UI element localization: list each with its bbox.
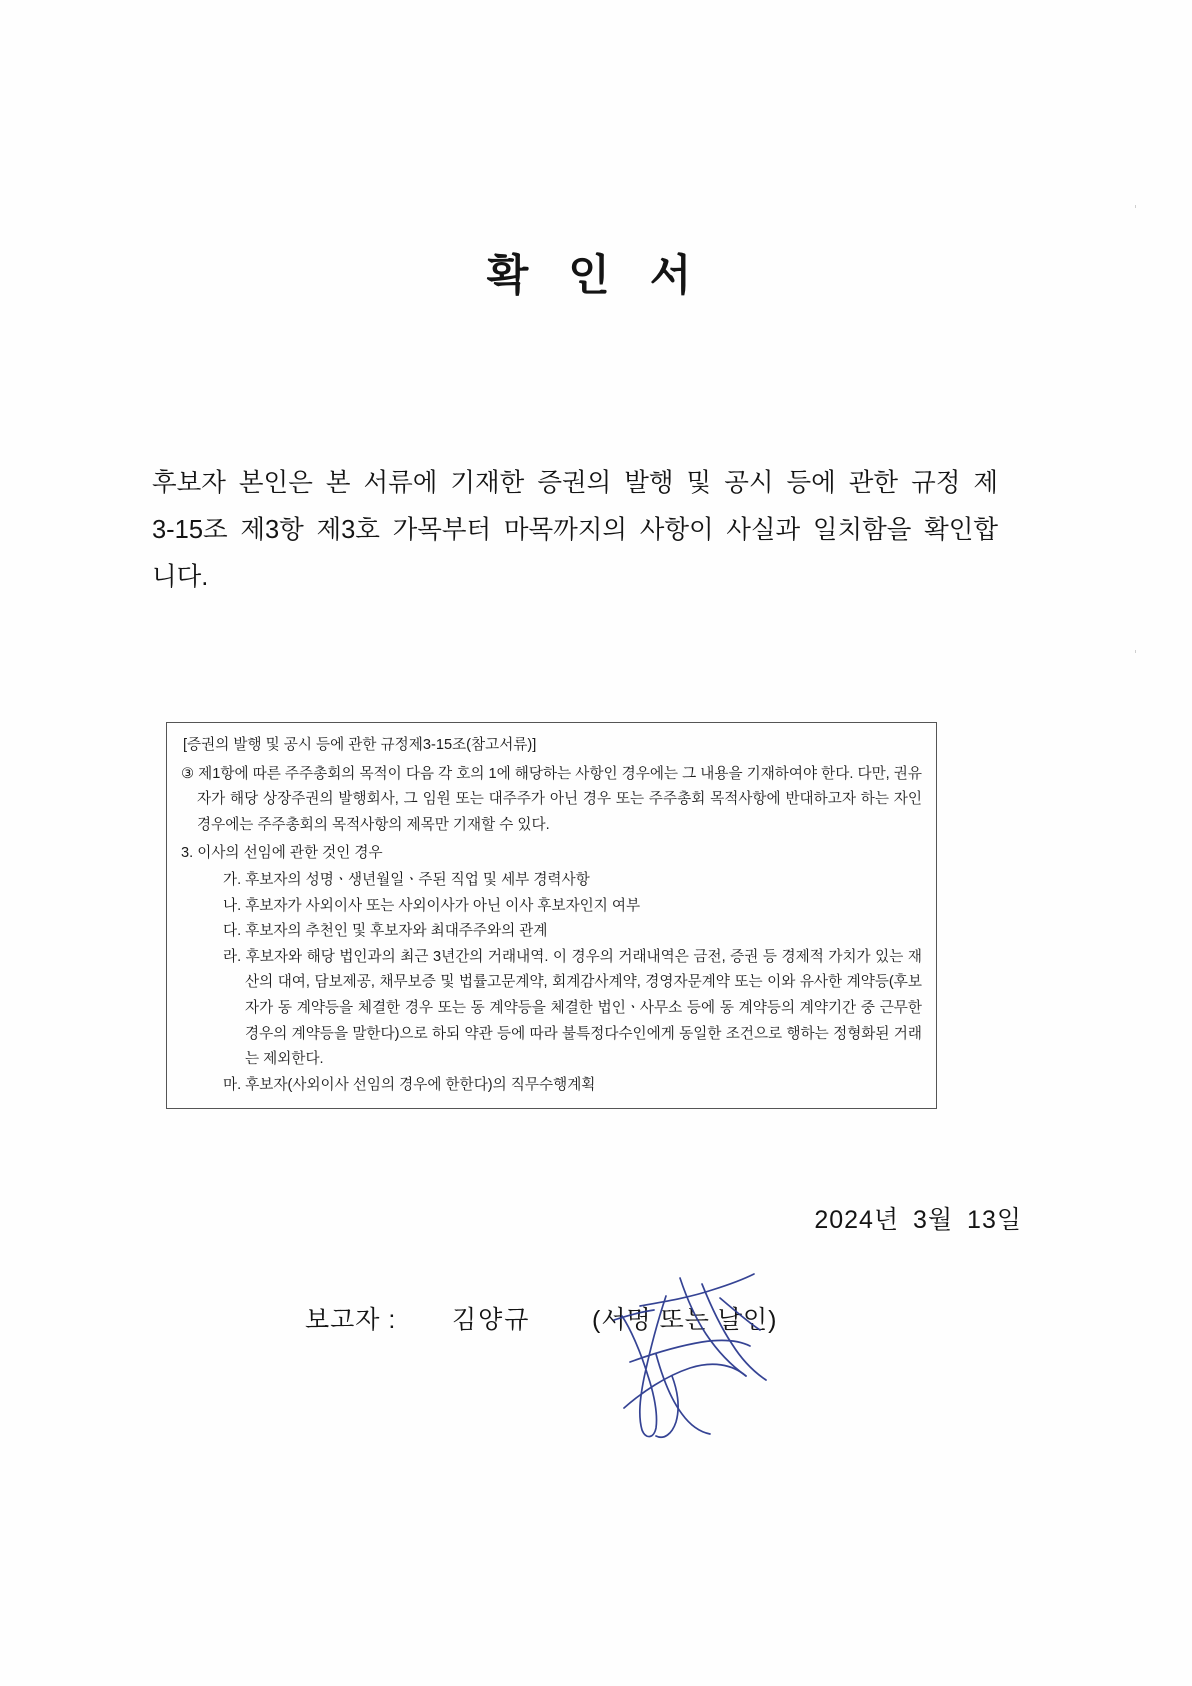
regulation-sub-item-da: 다. 후보자의 추천인 및 후보자와 최대주주와의 관계: [223, 923, 548, 940]
regulation-sub-item-ga: 가. 후보자의 성명ㆍ생년월일ㆍ주된 직업 및 세부 경력사항: [223, 871, 590, 888]
regulation-reference-box: [166, 722, 937, 1109]
regulation-sub-item-na: 나. 후보자가 사외이사 또는 사외이사가 아닌 이사 후보자인지 여부: [223, 897, 641, 914]
regulation-item-number: 3. 이사의 선임에 관한 것인 경우: [181, 845, 383, 862]
intro-paragraph: 후보자 본인은 본 서류에 기재한 증권의 발행 및 공시 등에 관한 규정 제3-15조 제3항 제3호 가목부터 마목까지의 사항이 사실과 일치함을 확인합니다.: [152, 469, 998, 591]
regulation-heading: [증권의 발행 및 공시 등에 관한 규정제3-15조(참고서류)]: [183, 737, 537, 753]
page-edge-artifact: [1135, 205, 1136, 208]
regulation-sub-item-ma: 마. 후보자(사외이사 선임의 경우에 한한다)의 직무수행계획: [223, 1076, 596, 1093]
page-edge-artifact: [1135, 650, 1136, 653]
signature-row: [0, 1300, 1192, 1360]
regulation-clause-3: ③ 제1항에 따른 주주총회의 목적이 다음 각 호의 1에 해당하는 사항인 경우에는 그 내용을 기재하여야 한다. 다만, 권유자가 해당 상장주권의 발행회사, 그 임원 또는 대주주가 아닌 경우 또는 주주총회 목적사항에 반대하고자 하는 자인 경우에는 주주총회의 목적사항의 제목만 기재할 수 있다.: [181, 765, 922, 833]
page-title: 확 인 서: [486, 252, 706, 300]
signing-date: 2024년 3월 13일: [814, 1206, 1022, 1234]
reporter-name: 김양규: [452, 1306, 531, 1334]
seal-note: (서명 또는 날인): [592, 1306, 778, 1334]
regulation-sub-item-ra: 라. 후보자와 해당 법인과의 최근 3년간의 거래내역. 이 경우의 거래내역은 금전, 증권 등 경제적 가치가 있는 재산의 대여, 담보제공, 채무보증 및 법률고문계약, 회계감사계약, 경영자문계약 또는 이와 유사한 계약등(후보자가 동 계약등을 체결한 경우 또는 동 계약등을 체결한 법인ㆍ사무소 등에 동 계약등의 계약기간 중 근무한 경우의 계약등을 말한다)으로 하되 약관 등에 따라 불특정다수인에게 동일한 조건으로 행하는 정형화된 거래는 제외한다.: [223, 948, 922, 1068]
reporter-label: 보고자 :: [305, 1306, 397, 1334]
